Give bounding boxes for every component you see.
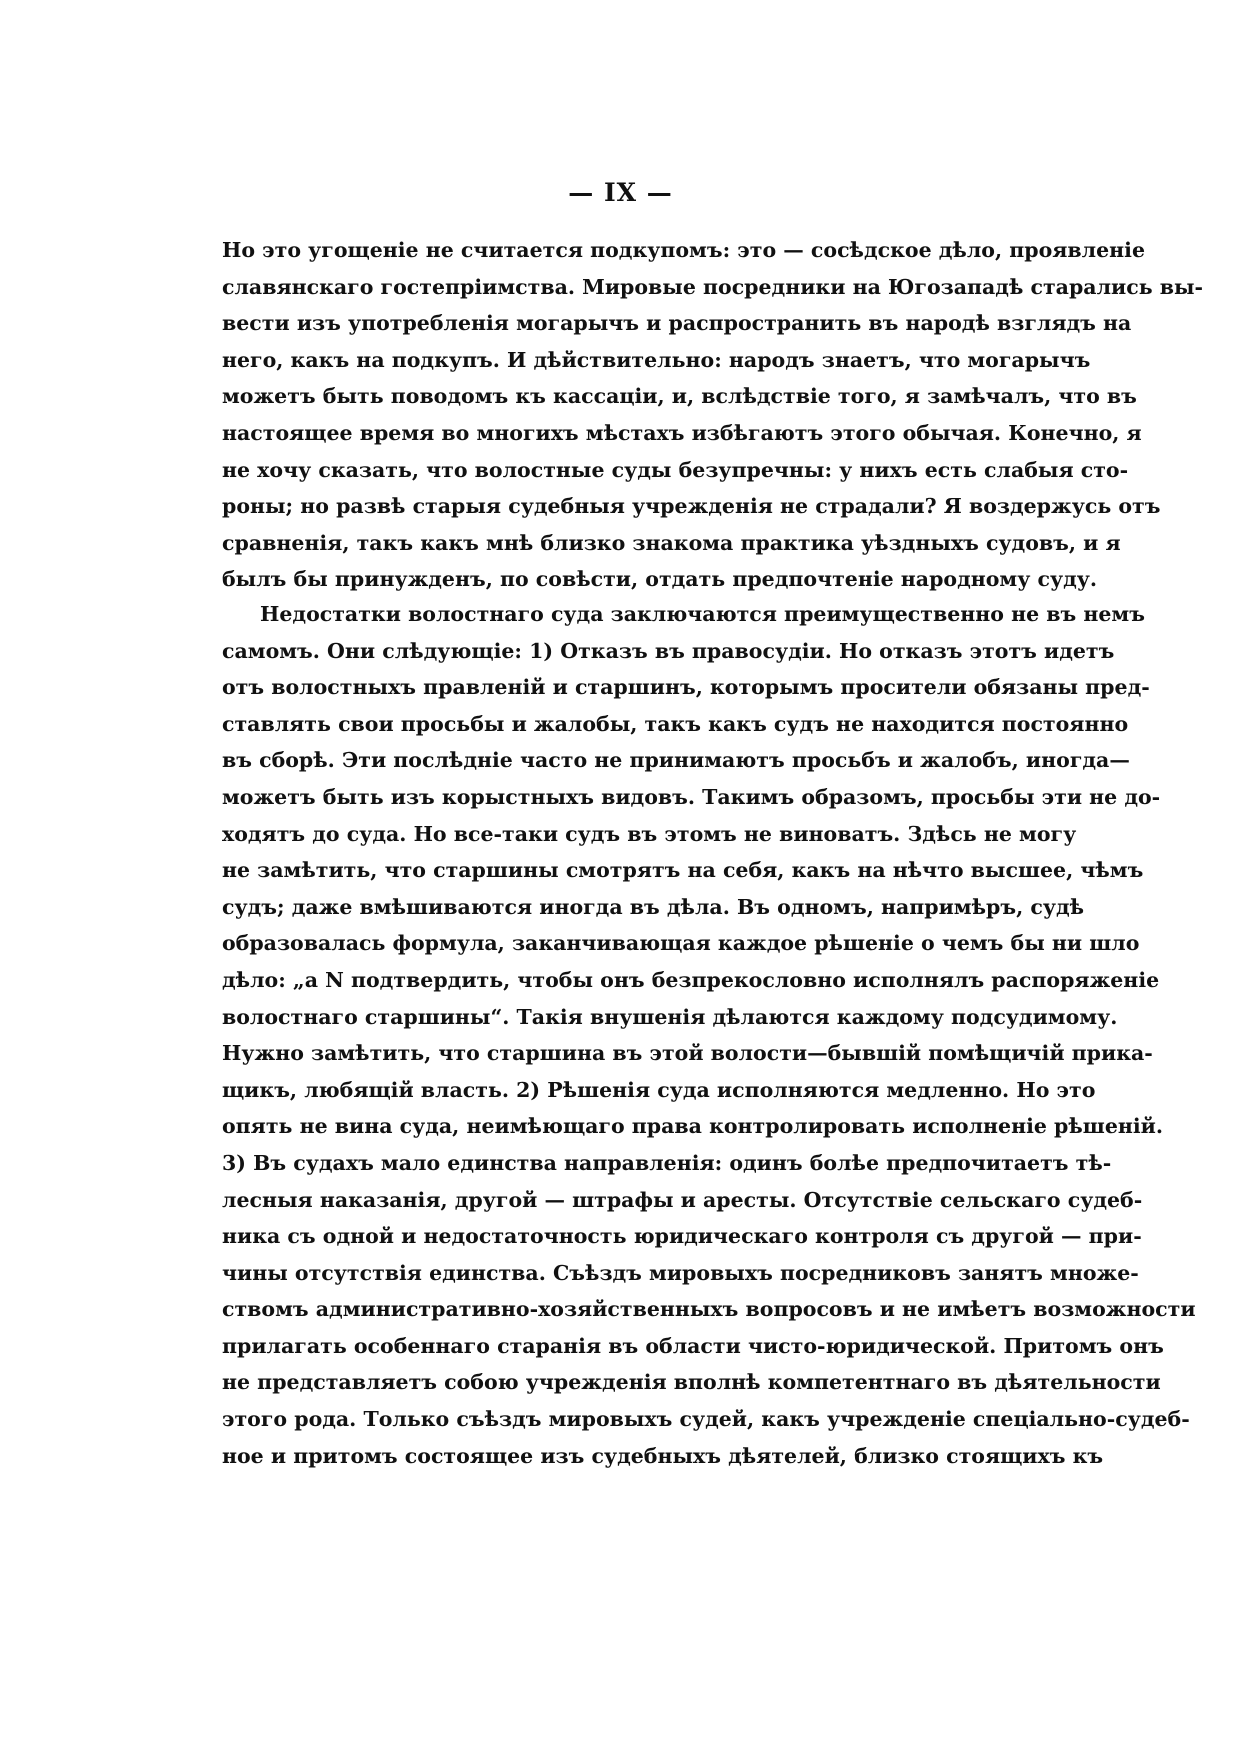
text-line: прилагать особеннаго старанія въ области чисто-юридической. Притомъ онъ — [222, 1333, 1164, 1358]
text-line: вести изъ употребленія могарычъ и распространить въ народѣ взглядъ на — [222, 311, 1132, 336]
text-line: сравненія, такъ какъ мнѣ близко знакома практика уѣздныхъ судовъ, и я — [222, 530, 1121, 555]
text-line: опять не вина суда, неимѣющаго права контролировать исполненіе рѣшеній. — [222, 1114, 1164, 1139]
text-line: щикъ, любящій власть. 2) Рѣшенія суда исполняются медленно. Но это — [222, 1077, 1096, 1102]
text-line: образовалась формула, заканчивающая каждое рѣшеніе о чемъ бы ни шло — [222, 931, 1140, 956]
text-line: 3) Въ судахъ мало единства направленія: одинъ болѣе предпочитаетъ тѣ- — [222, 1150, 1112, 1175]
text-line: ствомъ административно-хозяйственныхъ вопросовъ и не имѣетъ возможности — [222, 1297, 1196, 1322]
text-line: чины отсутствія единства. Съѣздъ мировыхъ посредниковъ занятъ множе- — [222, 1260, 1139, 1285]
text-line: роны; но развѣ старыя судебныя учрежденія не страдали? Я воздержусь отъ — [222, 494, 1161, 519]
text-line: можетъ быть поводомъ къ кассаціи, и, вслѣдствіе того, я замѣчалъ, что въ — [222, 384, 1137, 409]
text-line: не представляетъ собою учрежденія вполнѣ компетентнаго въ дѣятельности — [222, 1370, 1161, 1395]
text-line: судъ; даже вмѣшиваются иногда въ дѣла. Въ одномъ, напримѣръ, судѣ — [222, 894, 1085, 919]
text-line: ходятъ до суда. Но все-таки судъ въ этомъ не виноватъ. Здѣсь не могу — [222, 821, 1077, 846]
text-line: славянскаго гостепріимства. Мировые посредники на Югозападѣ старались вы- — [222, 274, 1204, 299]
text-line: дѣло: „а N подтвердить, чтобы онъ безпрекословно исполнялъ распоряженіе — [222, 967, 1160, 992]
text-line: ника съ одной и недостаточность юридическаго контроля съ другой — при- — [222, 1224, 1142, 1249]
paragraph-2 — [222, 596, 1196, 1474]
text-line: лесныя наказанія, другой — штрафы и аресты. Отсутствіе сельскаго судеб- — [222, 1187, 1143, 1212]
text-line: не хочу сказать, что волостные суды безупречны: у нихъ есть слабыя сто- — [222, 457, 1129, 482]
text-line: отъ волостныхъ правленій и старшинъ, которымъ просители обязаны пред- — [222, 675, 1150, 700]
text-line: него, какъ на подкупъ. И дѣйствительно: народъ знаетъ, что могарычъ — [222, 347, 1091, 372]
text-line: ное и притомъ состоящее изъ судебныхъ дѣятелей, близко стоящихъ къ — [222, 1443, 1104, 1468]
page-number-header: — IX — — [568, 178, 673, 207]
text-line: Но это угощеніе не считается подкупомъ: это — сосѣдское дѣло, проявленіе — [222, 238, 1145, 262]
text-line: настоящее время во многихъ мѣстахъ избѣгаютъ этого обычая. Конечно, я — [222, 420, 1142, 445]
text-line: Недостатки волостнаго суда заключаются преимущественно не въ немъ — [260, 602, 1145, 626]
text-line: ставлять свои просьбы и жалобы, такъ какъ судъ не находится постоянно — [222, 711, 1129, 736]
paragraph-1 — [222, 232, 1204, 598]
text-line: не замѣтить, что старшины смотрятъ на себя, какъ на нѣчто высшее, чѣмъ — [222, 858, 1144, 883]
text-line: самомъ. Они слѣдующіе: 1) Отказъ въ правосудіи. Но отказъ этотъ идетъ — [222, 638, 1115, 663]
text-line: Нужно замѣтить, что старшина въ этой волости—бывшій помѣщичій прика- — [222, 1041, 1153, 1066]
text-line: волостнаго старшины“. Такія внушенія дѣлаются каждому подсудимому. — [222, 1004, 1118, 1029]
text-line: можетъ быть изъ корыстныхъ видовъ. Такимъ образомъ, просьбы эти не до- — [222, 784, 1161, 809]
text-line: этого рода. Только съѣздъ мировыхъ судей, какъ учрежденіе спеціально-судеб- — [222, 1407, 1190, 1432]
text-line: въ сборѣ. Эти послѣдніе часто не принимаютъ просьбъ и жалобъ, иногда— — [222, 748, 1130, 773]
text-line: былъ бы принужденъ, по совѣсти, отдать предпочтеніе народному суду. — [222, 567, 1098, 592]
